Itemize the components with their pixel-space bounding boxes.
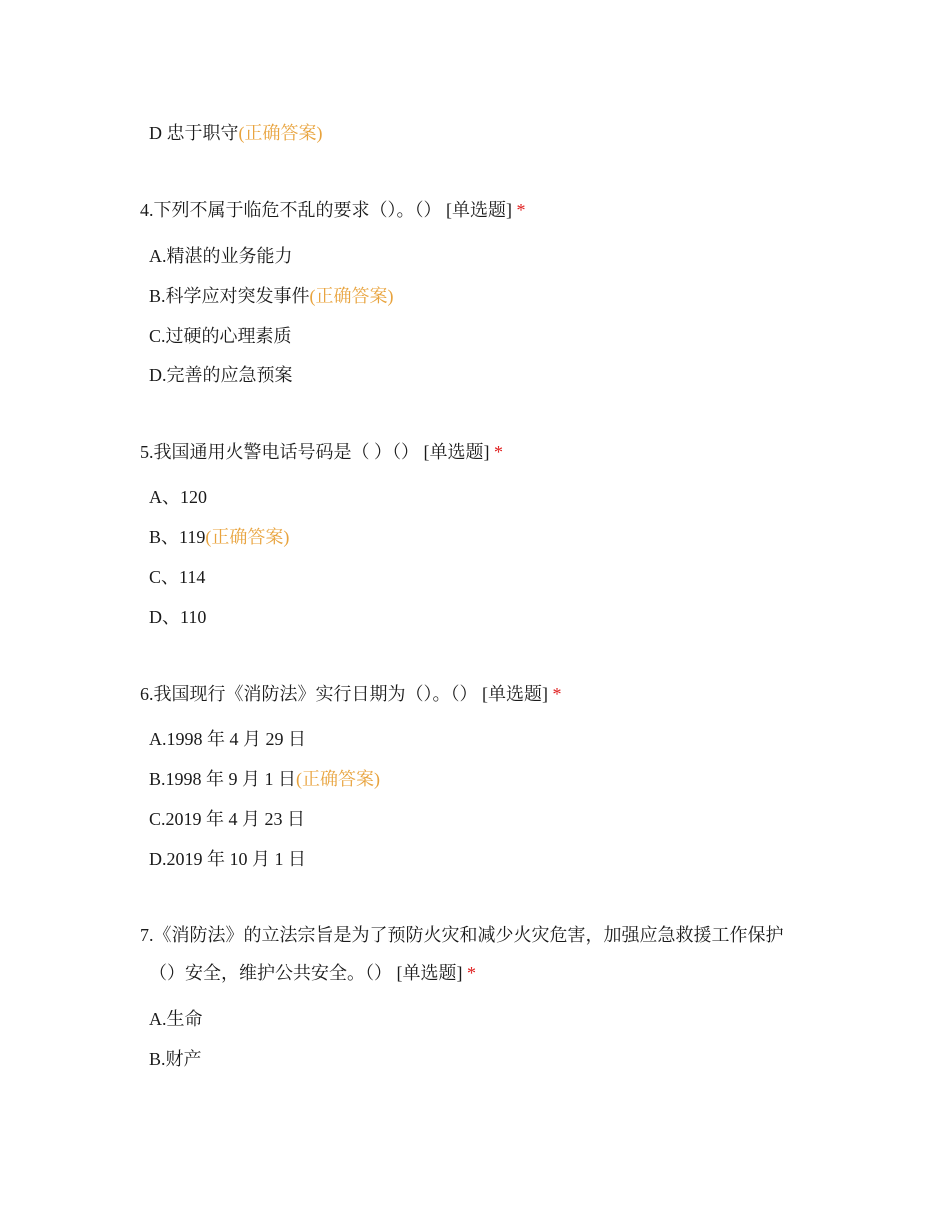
required-marker: * [494,442,503,462]
option-item[interactable] [149,847,306,871]
option-item[interactable] [149,605,206,629]
option-text: C、114 [149,567,206,587]
question-title [140,440,503,464]
option-text: B.科学应对突发事件 [149,286,310,306]
option-item[interactable] [149,1047,202,1071]
option-item[interactable] [149,244,293,268]
option-item[interactable] [149,324,292,348]
question-title [140,198,526,222]
question-type-label: [单选题] [423,442,490,462]
required-marker: * [552,684,562,704]
option-text: D.完善的应急预案 [149,365,293,385]
question-type-label: [单选题] [482,684,548,704]
required-marker: * [516,200,526,220]
option-text: A.1998 年 4 月 29 日 [149,729,306,749]
option-text: B.1998 年 9 月 1 日 [149,769,297,789]
option-item[interactable] [149,727,306,751]
correct-answer-label: (正确答案) [309,286,394,306]
option-item[interactable] [149,363,293,387]
question-text: 6.我国现行《消防法》实行日期为（）。（） [140,684,478,704]
correct-answer-label: (正确答案) [238,123,323,143]
option-item[interactable] [149,121,323,145]
option-text: C.过硬的心理素质 [149,326,292,346]
option-text: A.生命 [149,1009,203,1029]
option-item[interactable] [149,1007,203,1031]
option-text: D、110 [149,607,207,627]
option-item[interactable] [149,525,289,549]
question-title-line-2 [149,961,476,985]
question-type-label: [单选题] [446,200,512,220]
question-text: 7.《消防法》的立法宗旨是为了预防火灾和减少火灾危害，加强应急救援工作保护 [140,925,784,945]
option-item[interactable] [149,807,305,831]
question-text: 5.我国通用火警电话号码是（ ）（） [140,442,419,462]
option-text: B.财产 [149,1049,202,1069]
required-marker: * [467,963,476,983]
option-text: C.2019 年 4 月 23 日 [149,809,306,829]
question-type-label: [单选题] [396,963,463,983]
option-item[interactable] [149,767,380,791]
option-item[interactable] [149,284,394,308]
option-text: D 忠于职守 [149,123,239,143]
option-item[interactable] [149,565,205,589]
correct-answer-label: (正确答案) [205,527,290,547]
question-text: 4.下列不属于临危不乱的要求（）。（） [140,200,442,220]
question-text: （）安全，维护公共安全。（） [149,963,392,983]
question-title-line-1 [140,923,784,947]
correct-answer-label: (正确答案) [296,769,381,789]
option-text: D.2019 年 10 月 1 日 [149,849,306,869]
option-text: A.精湛的业务能力 [149,246,293,266]
option-item[interactable] [149,485,207,509]
question-title [140,682,562,706]
option-text: A、120 [149,487,207,507]
option-text: B、119 [149,527,206,547]
